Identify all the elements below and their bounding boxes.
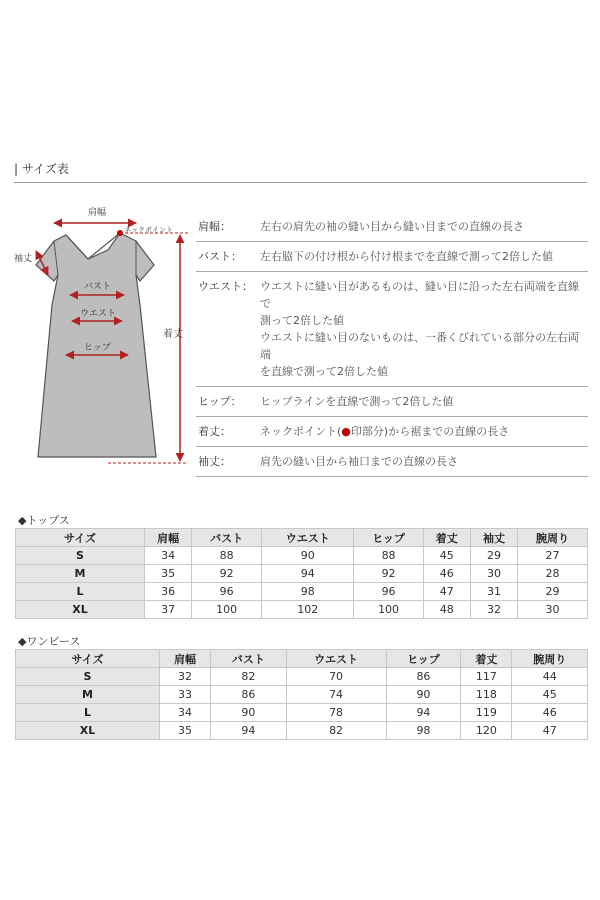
size-label: L (16, 583, 145, 601)
table-cell: 32 (160, 668, 211, 686)
table-row (16, 668, 588, 686)
column-header: バスト (192, 529, 262, 547)
table-row (16, 583, 588, 601)
table-cell: 35 (145, 565, 192, 583)
definition-term: バスト： (196, 242, 260, 272)
table-cell: 35 (160, 722, 211, 740)
definition-term: 着丈： (196, 417, 260, 447)
table-cell: 96 (192, 583, 262, 601)
column-header: 腕周り (512, 650, 588, 668)
table-cell: 27 (518, 547, 588, 565)
table-cell: 44 (512, 668, 588, 686)
table-cell: 102 (262, 601, 354, 619)
table-cell: 98 (386, 722, 461, 740)
table-cell: 28 (518, 565, 588, 583)
table-header-row (16, 529, 588, 547)
column-header: ウエスト (262, 529, 354, 547)
table-cell: 36 (145, 583, 192, 601)
table-cell: 30 (518, 601, 588, 619)
hip-label: ヒップ (84, 343, 111, 353)
table-cell: 37 (145, 601, 192, 619)
section-divider (14, 182, 587, 183)
table-cell: 100 (354, 601, 423, 619)
table-cell: 70 (286, 668, 386, 686)
bust-label: バスト (84, 282, 112, 292)
definition-desc: ヒップラインを直線で測って2倍した値 (260, 387, 588, 417)
table-cell: 74 (286, 686, 386, 704)
table-cell: 92 (354, 565, 423, 583)
column-header: 着丈 (423, 529, 470, 547)
size-label: S (16, 668, 160, 686)
table-cell: 119 (461, 704, 512, 722)
table-cell: 86 (211, 686, 287, 704)
size-label: M (16, 565, 145, 583)
table-cell: 78 (286, 704, 386, 722)
shoulder-label: 肩幅 (88, 208, 107, 218)
measurement-definitions (196, 212, 588, 477)
column-header: 肩幅 (145, 529, 192, 547)
definition-term: 肩幅： (196, 212, 260, 242)
table-cell: 32 (470, 601, 517, 619)
column-header: 肩幅 (160, 650, 211, 668)
table-cell: 47 (423, 583, 470, 601)
onepiece-size-table (15, 649, 588, 740)
size-label: S (16, 547, 145, 565)
dress-measurement-diagram (8, 195, 193, 470)
table-cell: 34 (160, 704, 211, 722)
size-label: M (16, 686, 160, 704)
table-cell: 92 (192, 565, 262, 583)
table-cell: 45 (512, 686, 588, 704)
table-cell: 30 (470, 565, 517, 583)
length-label: 着丈 (163, 329, 183, 340)
definition-row (196, 387, 588, 417)
table-cell: 120 (461, 722, 512, 740)
definition-desc: ウエストに縫い目があるものは、縫い目に沿った左右両端を直線で 測って2倍した値 ウエストに縫い目のないものは、一番くびれている部分の左右両端 を直線で測って2倍した値 (260, 272, 588, 387)
definition-desc: 左右脇下の付け根から付け根までを直線で測って2倍した値 (260, 242, 588, 272)
table-cell: 46 (512, 704, 588, 722)
neck-point-label: ネックポイント (124, 226, 173, 234)
table-row (16, 686, 588, 704)
neck-point-dot-icon: ● (341, 425, 351, 438)
table-row (16, 704, 588, 722)
table-cell: 88 (354, 547, 423, 565)
table-row (16, 565, 588, 583)
section-title: | サイズ表 (14, 162, 69, 176)
table-cell: 82 (211, 668, 287, 686)
column-header: サイズ (16, 650, 160, 668)
definition-desc: 肩先の縫い目から袖口までの直線の長さ (260, 447, 588, 477)
table-cell: 34 (145, 547, 192, 565)
definition-desc: 左右の肩先の袖の縫い目から縫い目までの直線の長さ (260, 212, 588, 242)
table-cell: 29 (518, 583, 588, 601)
table-cell: 117 (461, 668, 512, 686)
table-row (16, 601, 588, 619)
onepiece-heading: ◆ワンピース (18, 635, 81, 648)
table-cell: 96 (354, 583, 423, 601)
table-cell: 45 (423, 547, 470, 565)
table-cell: 86 (386, 668, 461, 686)
column-header: 袖丈 (470, 529, 517, 547)
table-cell: 90 (386, 686, 461, 704)
definition-row (196, 272, 588, 387)
table-cell: 94 (386, 704, 461, 722)
table-cell: 88 (192, 547, 262, 565)
definition-row (196, 447, 588, 477)
definition-row (196, 212, 588, 242)
table-cell: 82 (286, 722, 386, 740)
table-cell: 47 (512, 722, 588, 740)
table-cell: 98 (262, 583, 354, 601)
tops-heading: ◆トップス (18, 514, 70, 527)
column-header: ヒップ (354, 529, 423, 547)
column-header: ヒップ (386, 650, 461, 668)
table-cell: 100 (192, 601, 262, 619)
waist-label: ウエスト (80, 309, 117, 319)
size-label: XL (16, 722, 160, 740)
column-header: ウエスト (286, 650, 386, 668)
size-label: L (16, 704, 160, 722)
table-row (16, 547, 588, 565)
definition-desc: ネックポイント(●印部分)から裾までの直線の長さ (260, 417, 588, 447)
table-cell: 94 (262, 565, 354, 583)
table-row (16, 722, 588, 740)
table-cell: 29 (470, 547, 517, 565)
size-label: XL (16, 601, 145, 619)
table-cell: 90 (211, 704, 287, 722)
column-header: サイズ (16, 529, 145, 547)
tops-size-table (15, 528, 588, 619)
table-cell: 31 (470, 583, 517, 601)
table-cell: 118 (461, 686, 512, 704)
table-cell: 33 (160, 686, 211, 704)
table-cell: 48 (423, 601, 470, 619)
table-header-row (16, 650, 588, 668)
definition-row (196, 417, 588, 447)
column-header: 着丈 (461, 650, 512, 668)
table-cell: 90 (262, 547, 354, 565)
definition-term: ウエスト： (196, 272, 260, 387)
table-cell: 94 (211, 722, 287, 740)
definition-term: 袖丈： (196, 447, 260, 477)
definition-term: ヒップ： (196, 387, 260, 417)
table-cell: 46 (423, 565, 470, 583)
column-header: バスト (211, 650, 287, 668)
definition-row (196, 242, 588, 272)
sleeve-label: 袖丈 (14, 254, 33, 264)
column-header: 腕周り (518, 529, 588, 547)
